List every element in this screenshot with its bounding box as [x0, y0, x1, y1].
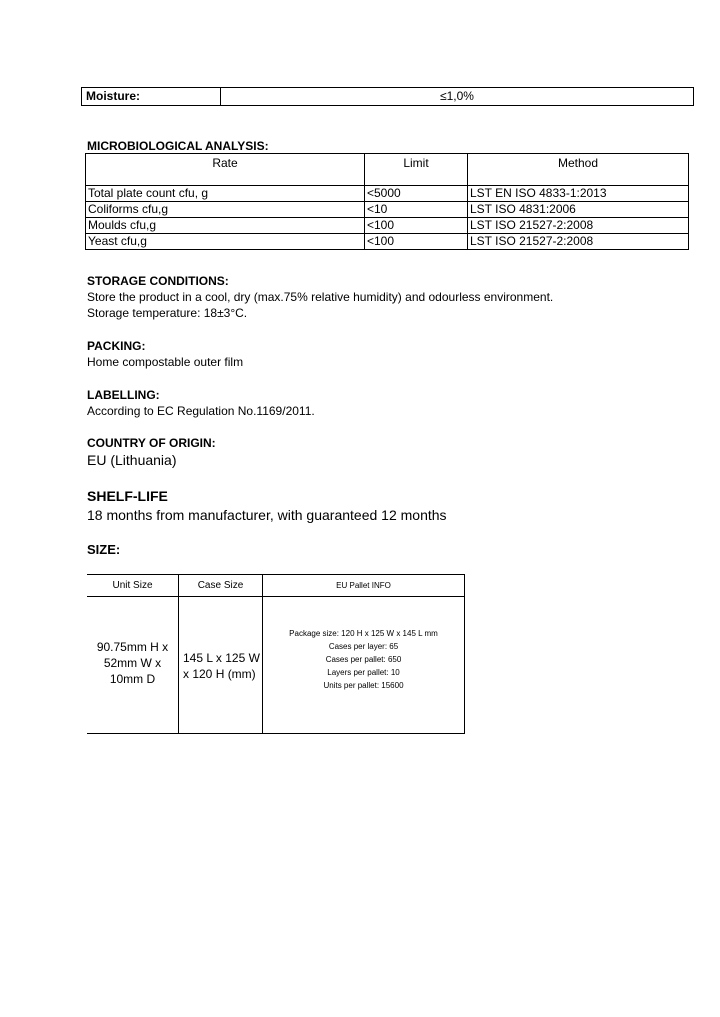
labelling-text: According to EC Regulation No.1169/2011.: [87, 404, 315, 418]
micro-header-method: Method: [468, 154, 689, 186]
pallet-info-line: Layers per pallet: 10: [327, 668, 400, 677]
pallet-info-line: Cases per pallet: 650: [325, 655, 402, 664]
storage-line-1: Store the product in a cool, dry (max.75% relative humidity) and odourless environment.: [87, 290, 554, 304]
packing-text: Home compostable outer film: [87, 355, 244, 369]
unit-size-line: 90.75mm H x: [96, 640, 169, 654]
pallet-info-line: Package size: 120 H x 125 W x 145 L mm: [289, 629, 438, 638]
rate-cell: Yeast cfu,g: [86, 234, 365, 250]
case-size-line: x 120 H (mm): [183, 667, 256, 681]
table-row: [86, 218, 689, 234]
table-row: [86, 202, 689, 218]
shelf-life-text: 18 months from manufacturer, with guaranteed 12 months: [87, 507, 447, 523]
micro-header-row: [86, 154, 689, 186]
header-pallet-info: EU Pallet INFO: [336, 581, 391, 590]
moisture-value: ≤1,0%: [440, 89, 474, 103]
limit-cell: <5000: [365, 186, 468, 202]
micro-header-limit: Limit: [365, 154, 468, 186]
method-cell: LST EN ISO 4833-1:2013: [468, 186, 689, 202]
moisture-row: [81, 87, 694, 106]
case-size-value: [180, 650, 265, 682]
rate-cell: Total plate count cfu, g: [86, 186, 365, 202]
pallet-info-value: [263, 627, 464, 692]
storage-line-2: Storage temperature: 18±3°C.: [87, 306, 248, 320]
micro-table: [85, 153, 689, 250]
pallet-info-line: Units per pallet: 15600: [323, 681, 404, 690]
packing-title: PACKING:: [87, 339, 146, 353]
header-divider: [87, 596, 464, 597]
origin-text: EU (Lithuania): [87, 452, 177, 468]
table-row: [86, 234, 689, 250]
header-unit-size: Unit Size: [112, 580, 153, 591]
method-cell: LST ISO 21527-2:2008: [468, 218, 689, 234]
limit-cell: <100: [365, 234, 468, 250]
shelf-life-section: [87, 487, 447, 525]
size-table: [87, 574, 465, 734]
pallet-info-line: Cases per layer: 65: [328, 642, 399, 651]
unit-size-line: 10mm D: [109, 672, 156, 686]
micro-header-rate: Rate: [86, 154, 365, 186]
origin-title: COUNTRY OF ORIGIN:: [87, 436, 216, 450]
case-size-line: 145 L x 125 W: [183, 651, 260, 665]
storage-section: [87, 273, 553, 321]
labelling-section: [87, 387, 315, 419]
limit-cell: <100: [365, 218, 468, 234]
size-title: SIZE:: [87, 542, 121, 557]
storage-title: STORAGE CONDITIONS:: [87, 274, 229, 288]
rate-cell: Moulds cfu,g: [86, 218, 365, 234]
column-divider: [178, 575, 179, 733]
unit-size-line: 52mm W x: [103, 656, 162, 670]
moisture-label: Moisture:: [82, 88, 221, 105]
labelling-title: LABELLING:: [87, 388, 160, 402]
rate-cell: Coliforms cfu,g: [86, 202, 365, 218]
header-case-size: Case Size: [197, 580, 244, 591]
table-row: [86, 186, 689, 202]
origin-section: [87, 435, 216, 470]
method-cell: LST ISO 21527-2:2008: [468, 234, 689, 250]
method-cell: LST ISO 4831:2006: [468, 202, 689, 218]
shelf-life-title: SHELF-LIFE: [87, 488, 168, 504]
micro-title: MICROBIOLOGICAL ANALYSIS:: [87, 139, 269, 153]
limit-cell: <10: [365, 202, 468, 218]
unit-size-value: [87, 639, 178, 687]
packing-section: [87, 338, 243, 370]
